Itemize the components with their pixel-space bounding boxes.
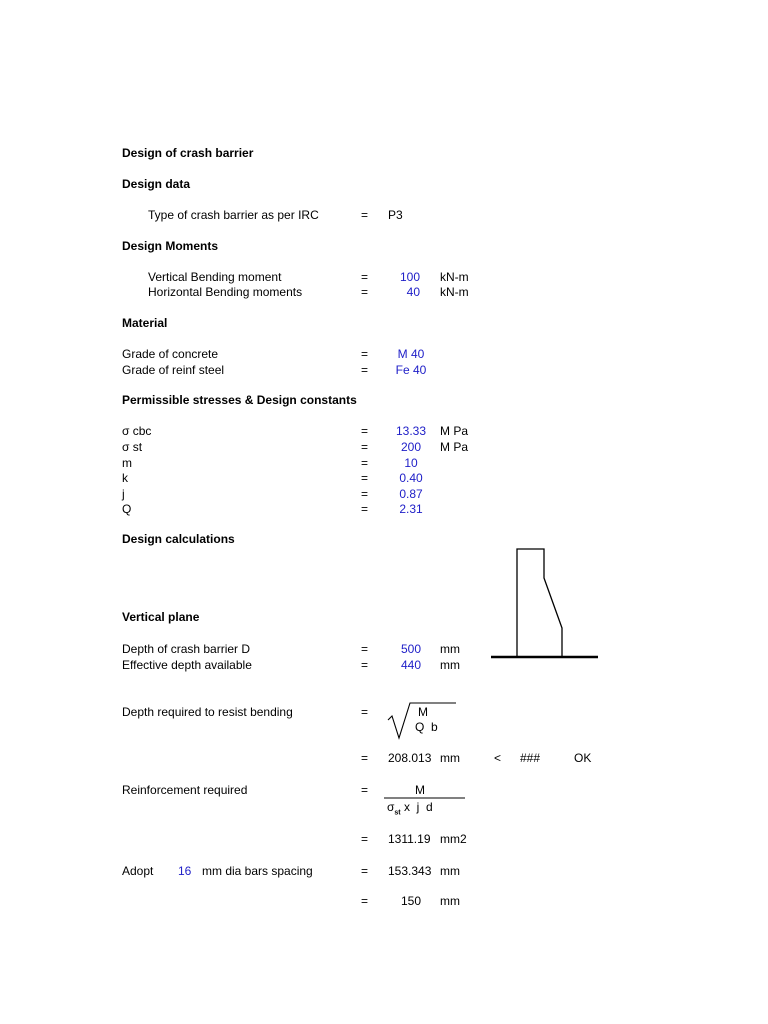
section-heading-design-moments: Design Moments — [122, 239, 219, 253]
horizontal-moment-unit: kN-m — [440, 285, 469, 299]
param-value: 2.31 — [399, 502, 423, 516]
equals-sign: = — [361, 363, 369, 377]
param-label: Q — [122, 502, 132, 516]
compare-sign: < — [494, 751, 502, 765]
barrier-type-value: P3 — [388, 208, 403, 222]
reinforcement-numerator: M — [415, 783, 425, 797]
page-title: Design of crash barrier — [122, 146, 254, 160]
param-unit: M Pa — [440, 424, 469, 438]
reinforcement-value: 1311.19 — [388, 832, 431, 846]
param-value: 200 — [400, 440, 422, 454]
param-label: m — [122, 456, 132, 470]
vertical-moment-label: Vertical Bending moment — [148, 270, 282, 284]
equals-sign: = — [361, 642, 369, 656]
compare-value: ### — [520, 751, 541, 765]
spacing-adopt-value: 150 — [400, 894, 422, 908]
section-heading-permissible: Permissible stresses & Design constants — [122, 393, 357, 407]
param-label: σ cbc — [122, 424, 152, 438]
equals-sign: = — [361, 270, 369, 284]
effective-depth-value: 440 — [400, 658, 422, 672]
reinforcement-denominator: $\sigma_{st}$ x j d — [387, 800, 433, 817]
barrier-type-label: Type of crash barrier as per IRC — [148, 208, 319, 222]
section-heading-design-data: Design data — [122, 177, 191, 191]
adopt-label: Adopt — [122, 864, 154, 878]
spacing-value: 153.343 — [388, 864, 432, 878]
equals-sign: = — [361, 471, 369, 485]
vertical-moment-unit: kN-m — [440, 270, 469, 284]
equals-sign: = — [361, 705, 369, 719]
param-value: 13.33 — [395, 424, 427, 438]
square-root-sign — [388, 703, 456, 738]
equals-sign: = — [361, 783, 369, 797]
depth-unit: mm — [440, 642, 460, 656]
horizontal-moment-value: 40 — [406, 285, 420, 299]
spacing-unit: mm — [440, 864, 460, 878]
section-heading-vertical-plane: Vertical plane — [122, 610, 200, 624]
reinforcement-unit: mm2 — [440, 832, 467, 846]
concrete-grade-value: M 40 — [397, 347, 425, 361]
section-heading-calculations: Design calculations — [122, 532, 235, 546]
param-label: k — [122, 471, 128, 485]
equals-sign: = — [361, 658, 369, 672]
param-label: j — [122, 487, 125, 501]
formula-denominator: Q b — [415, 720, 438, 734]
equals-sign: = — [361, 456, 369, 470]
equals-sign: = — [361, 894, 369, 908]
effective-depth-label: Effective depth available — [122, 658, 252, 672]
equals-sign: = — [361, 424, 369, 438]
steel-grade-value: Fe 40 — [395, 363, 427, 377]
param-value: 0.40 — [399, 471, 423, 485]
depth-label: Depth of crash barrier D — [122, 642, 251, 656]
equals-sign: = — [361, 347, 369, 361]
required-depth-unit: mm — [440, 751, 460, 765]
spacing-adopt-unit: mm — [440, 894, 460, 908]
param-unit: M Pa — [440, 440, 469, 454]
steel-grade-label: Grade of reinf steel — [122, 363, 225, 377]
concrete-grade-label: Grade of concrete — [122, 347, 219, 361]
adopt-text: mm dia bars spacing — [202, 864, 313, 878]
equals-sign: = — [361, 487, 369, 501]
param-value: 0.87 — [399, 487, 423, 501]
vertical-moment-value: 100 — [399, 270, 420, 284]
equals-sign: = — [361, 864, 369, 878]
horizontal-moment-label: Horizontal Bending moments — [148, 285, 303, 299]
crash-barrier-profile — [491, 549, 598, 657]
effective-depth-unit: mm — [440, 658, 460, 672]
adopt-dia-value: 16 — [178, 864, 192, 878]
depth-value: 500 — [400, 642, 422, 656]
param-value: 10 — [404, 456, 418, 470]
equals-sign: = — [361, 208, 369, 222]
equals-sign: = — [361, 751, 369, 765]
param-label: σ st — [122, 440, 143, 454]
check-status: OK — [574, 751, 592, 765]
equals-sign: = — [361, 832, 369, 846]
required-depth-value: 208.013 — [388, 751, 432, 765]
reinforcement-label: Reinforcement required — [122, 783, 248, 797]
section-heading-material: Material — [122, 316, 168, 330]
formula-numerator: M — [418, 705, 428, 719]
required-depth-label: Depth required to resist bending — [122, 705, 293, 719]
equals-sign: = — [361, 285, 369, 299]
equals-sign: = — [361, 440, 369, 454]
equals-sign: = — [361, 502, 369, 516]
